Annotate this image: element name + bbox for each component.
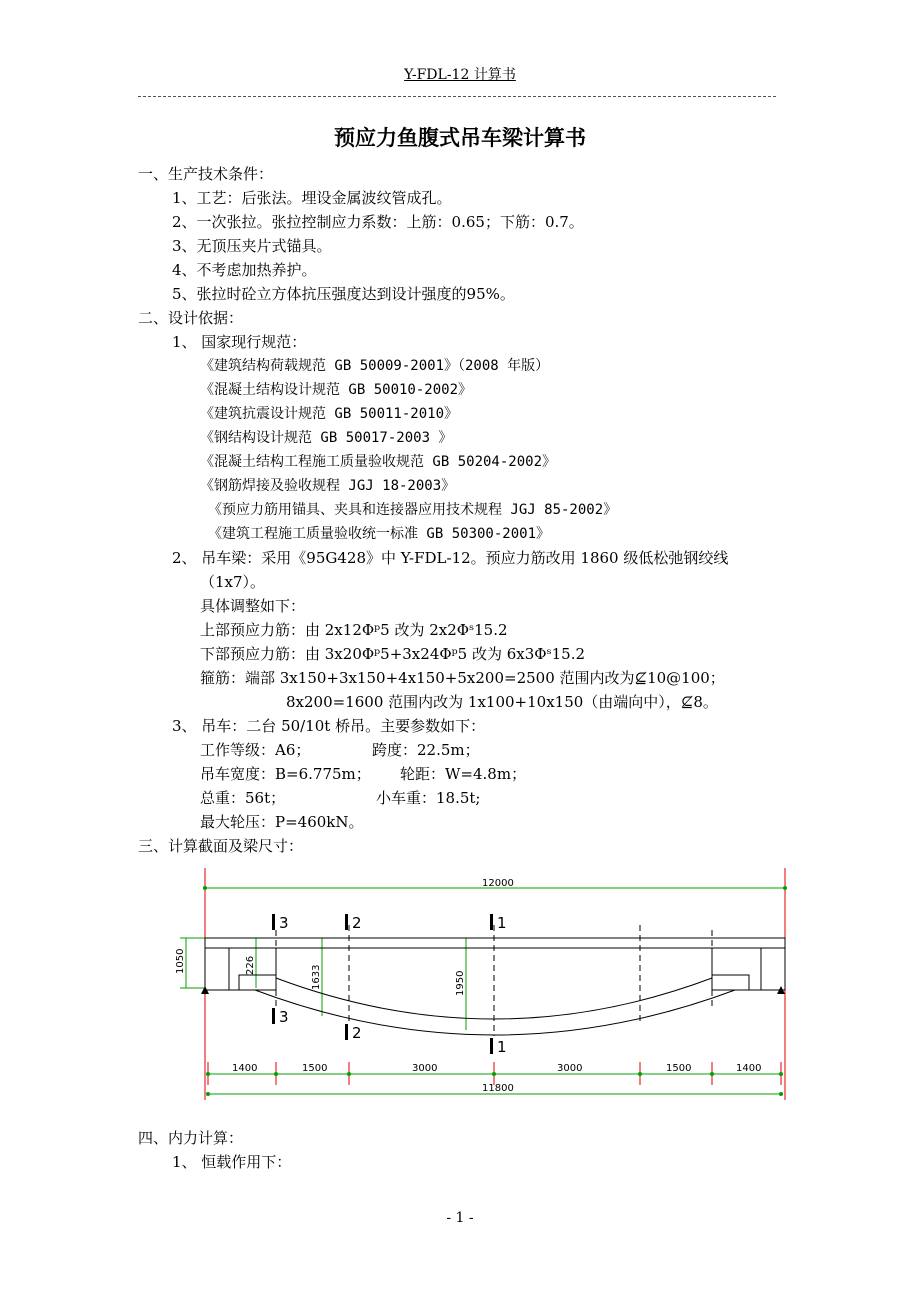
adjust-title: 具体调整如下： [200,597,306,615]
dim-segment: 1400 [232,1063,258,1074]
s1-item-4: 4、不考虑加热养护。 [172,261,317,279]
section-label-3: 3 [279,914,289,932]
crane-span: 跨度：22.5m； [372,741,480,759]
crane-trolley-weight: 小车重：18.5t; [376,789,481,807]
s2-item-2: 2、 吊车梁：采用《95G428》中 Y-FDL-12。预应力筋改用 1860 级低松弛钢绞线 [172,549,729,567]
document-title: 预应力鱼腹式吊车梁计算书 [334,126,586,150]
s4-item-1: 1、 恒载作用下： [172,1153,292,1171]
dim-segment: 3000 [412,1063,438,1074]
code-ref: 《建筑结构荷载规范 GB 50009-2001》（2008 年版） [200,358,550,374]
code-ref: 《钢筋焊接及验收规程 JGJ 18-2003》 [200,478,456,494]
section-label-1: 1 [497,914,507,932]
dim-support-height: 226 [245,955,256,975]
section-label-3: 3 [279,1008,289,1026]
code-ref: 《钢结构设计规范 GB 50017-2003 》 [200,430,453,446]
section-label-2: 2 [352,1024,362,1042]
s1-item-3: 3、无顶压夹片式锚具。 [172,237,332,255]
running-header: Y-FDL-12 计算书 [404,67,516,83]
crane-width: 吊车宽度：B=6.775m； [200,765,371,783]
code-ref: 《混凝土结构设计规范 GB 50010-2002》 [200,382,473,398]
s1-item-1: 1、工艺：后张法。埋设金属波纹管成孔。 [172,189,452,207]
code-ref: 《预应力筋用锚具、夹具和连接器应用技术规程 JGJ 85-2002》 [208,502,618,518]
section-1-heading: 一、生产技术条件： [138,165,274,183]
dim-total-bottom: 11800 [482,1083,514,1094]
code-ref: 《建筑抗震设计规范 GB 50011-2010》 [200,406,459,422]
s1-item-2: 2、一次张拉。张拉控制应力系数：上筋：0.65；下筋：0.7。 [172,213,584,231]
s2-item-2-cont: （1x7）。 [200,573,266,591]
dim-end-height: 1050 [175,948,186,974]
adjust-upper: 上部预应力筋：由 2x12Φᵖ5 改为 2x2Φˢ15.2 [200,621,508,639]
s2-item-1: 1、 国家现行规范： [172,333,307,351]
crane-work-class: 工作等级：A6； [200,741,311,759]
dim-mid-height: 1950 [455,970,466,996]
section-3-heading: 三、计算截面及梁尺寸： [138,837,304,855]
stirrup-line-1: 箍筋：端部 3x150+3x150+4x150+5x200=2500 范围内改为⊈10@100； [200,669,725,687]
adjust-lower: 下部预应力筋：由 3x20Φᵖ5+3x24Φᵖ5 改为 6x3Φˢ15.2 [200,645,586,663]
dim-total-top: 12000 [482,878,514,889]
crane-wheelbase: 轮距：W=4.8m； [400,765,527,783]
dim-sec2-height: 1633 [311,964,322,990]
s2-item-3: 3、 吊车：二台 50/10t 桥吊。主要参数如下： [172,717,486,735]
dim-segment: 1500 [666,1063,692,1074]
section-label-1: 1 [497,1038,507,1056]
section-2-heading: 二、设计依据： [138,309,244,327]
stirrup-line-2: 8x200=1600 范围内改为 1x100+10x150（由端向中），⊈8。 [286,693,718,711]
section-label-2: 2 [352,914,362,932]
dim-segment: 1500 [302,1063,328,1074]
page-number: - 1 - [446,1210,474,1226]
section-4-heading: 四、内力计算： [138,1129,244,1147]
dim-segment: 1400 [736,1063,762,1074]
crane-total-weight: 总重：56t； [200,789,286,807]
crane-max-wheel-load: 最大轮压：P=460kN。 [200,813,364,831]
s1-item-5: 5、张拉时砼立方体抗压强度达到设计强度的95%。 [172,285,515,303]
code-ref: 《建筑工程施工质量验收统一标准 GB 50300-2001》 [208,526,551,542]
code-ref: 《混凝土结构工程施工质量验收规范 GB 50204-2002》 [200,454,557,470]
dim-segment: 3000 [557,1063,583,1074]
